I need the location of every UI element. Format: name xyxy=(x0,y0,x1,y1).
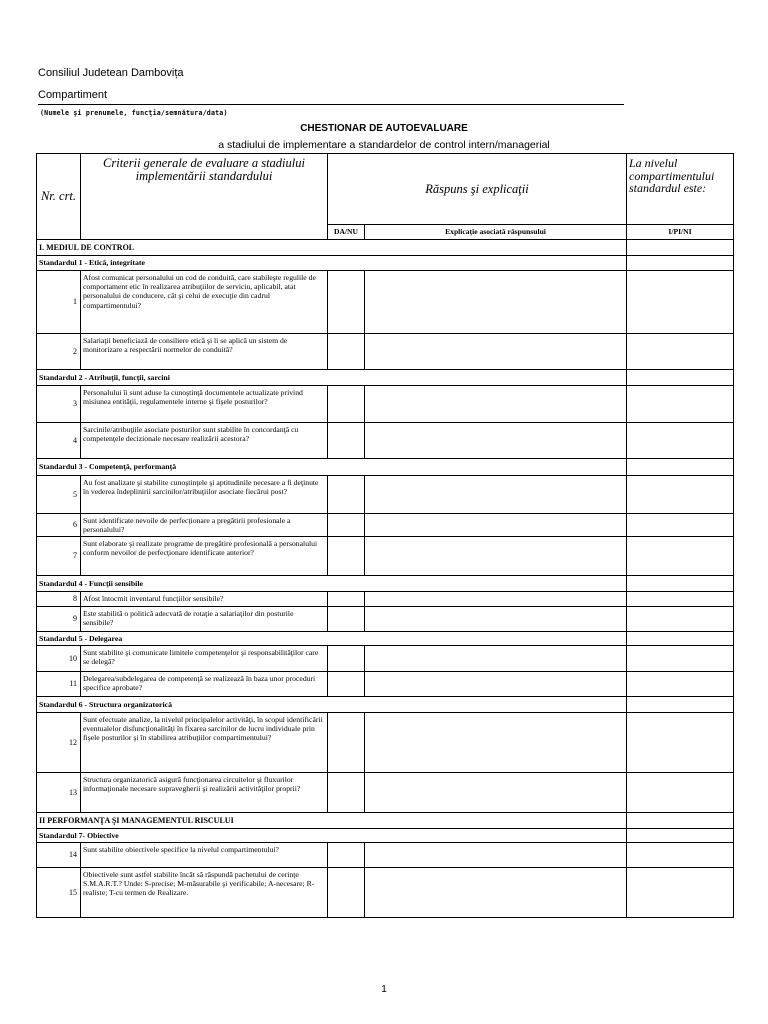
explanation-cell[interactable] xyxy=(365,868,627,918)
explanation-cell[interactable] xyxy=(365,386,627,423)
col-header-answer: Răspuns şi explicaţii xyxy=(328,154,627,225)
compartment-label: Compartiment xyxy=(38,89,108,101)
explanation-cell[interactable] xyxy=(365,773,627,813)
level-cell[interactable] xyxy=(627,868,734,918)
criterion-text: Afost întocmit inventarul funcţiilor sensibile? xyxy=(81,592,328,607)
explanation-cell[interactable] xyxy=(365,592,627,607)
da-nu-cell[interactable] xyxy=(328,514,365,537)
explanation-cell[interactable] xyxy=(365,672,627,697)
table-header-row xyxy=(37,154,734,225)
level-cell[interactable] xyxy=(627,386,734,423)
level-cell[interactable] xyxy=(627,271,734,334)
standard-row xyxy=(37,256,734,271)
level-cell[interactable] xyxy=(627,646,734,672)
col-header-nr: Nr. crt. xyxy=(37,154,81,240)
row-number: 1 xyxy=(37,271,81,334)
standard-row xyxy=(37,576,734,592)
explanation-cell[interactable] xyxy=(365,334,627,370)
signature-line xyxy=(38,104,624,105)
da-nu-cell[interactable] xyxy=(328,672,365,697)
table-row xyxy=(37,537,734,576)
standard-title: Standardul 7- Obiective xyxy=(37,829,627,843)
row-number: 8 xyxy=(37,592,81,607)
explanation-cell[interactable] xyxy=(365,537,627,576)
da-nu-cell[interactable] xyxy=(328,713,365,773)
level-cell[interactable] xyxy=(627,713,734,773)
da-nu-cell[interactable] xyxy=(328,773,365,813)
table-row xyxy=(37,423,734,459)
da-nu-cell[interactable] xyxy=(328,646,365,672)
criterion-text: Afost comunicat personalului un cod de conduită, care stabileşte regulile de comportament etic în realizarea atribuţiilor de serviciu, aplicabil, atat personalului de conducere, cât şi celui de execuţie din cadrul compartimentului? xyxy=(81,271,328,334)
section-title: II PERFORMANŢA ŞI MANAGEMENTUL RISCULUI xyxy=(37,813,627,829)
table-row xyxy=(37,476,734,514)
evaluation-table xyxy=(36,153,734,918)
organization-name: Consiliul Judetean Dambovița xyxy=(38,67,184,79)
table-row xyxy=(37,334,734,370)
level-cell[interactable] xyxy=(627,537,734,576)
criterion-text: Sunt stabilite obiectivele specifice la nivelul compartimentului? xyxy=(81,843,328,868)
row-number: 4 xyxy=(37,423,81,459)
col-header-da-nu: DA/NU xyxy=(328,225,365,240)
criterion-text: Obiectivele sunt astfel stabilite încât să răspundă pachetului de cerinţe S.M.A.R.T.? Unde: S-precise; M-măsurabile şi verificabile; A-necesare; R-realiste; T-cu termen de Realizare. xyxy=(81,868,328,918)
table-row xyxy=(37,386,734,423)
row-number: 14 xyxy=(37,843,81,868)
level-cell[interactable] xyxy=(627,592,734,607)
explanation-cell[interactable] xyxy=(365,271,627,334)
table-row xyxy=(37,773,734,813)
standard-title: Standardul 3 - Competenţă, performanţă xyxy=(37,459,627,476)
row-number: 3 xyxy=(37,386,81,423)
table-row xyxy=(37,607,734,632)
da-nu-cell[interactable] xyxy=(328,476,365,514)
row-number: 13 xyxy=(37,773,81,813)
criterion-text: Structura organizatorică asigură funcţionarea circuitelor şi fluxurilor informaţionale necesare supravegherii şi realizării activităţilor proprii? xyxy=(81,773,328,813)
standard-row xyxy=(37,459,734,476)
criterion-text: Sunt elaborate şi realizate programe de pregătire profesională a personalului conform nevoilor de perfecţionare identificate anterior? xyxy=(81,537,328,576)
level-cell[interactable] xyxy=(627,672,734,697)
explanation-cell[interactable] xyxy=(365,843,627,868)
level-cell[interactable] xyxy=(627,773,734,813)
da-nu-cell[interactable] xyxy=(328,592,365,607)
criterion-text: Sunt identificate nevoile de perfecţionare a pregătirii profesionale a personalului? xyxy=(81,514,328,537)
standard-title: Standardul 4 - Funcţii sensibile xyxy=(37,576,627,592)
table-row xyxy=(37,868,734,918)
criterion-text: Personalului îi sunt aduse la cunoştinţă documentele actualizate privind misiunea entităţii, regulamentele interne şi fişele posturilor? xyxy=(81,386,328,423)
da-nu-cell[interactable] xyxy=(328,423,365,459)
row-number: 10 xyxy=(37,646,81,672)
standard-row xyxy=(37,829,734,843)
table-row xyxy=(37,271,734,334)
level-cell[interactable] xyxy=(627,334,734,370)
row-number: 2 xyxy=(37,334,81,370)
col-header-level: La nivelul compartimentului standardul este: xyxy=(627,154,734,225)
row-number: 7 xyxy=(37,537,81,576)
table-row xyxy=(37,646,734,672)
table-row xyxy=(37,843,734,868)
document-title: CHESTIONAR DE AUTOEVALUARE xyxy=(300,123,468,134)
row-number: 12 xyxy=(37,713,81,773)
document-subtitle: a stadiului de implementare a standardelor de control intern/managerial xyxy=(218,139,550,151)
names-caption: (Numele şi prenumele, funcţia/semnătura/data) xyxy=(40,109,228,117)
table-row xyxy=(37,672,734,697)
col-header-ipi: I/PI/NI xyxy=(627,225,734,240)
table-row xyxy=(37,592,734,607)
table-row xyxy=(37,514,734,537)
da-nu-cell[interactable] xyxy=(328,843,365,868)
level-cell[interactable] xyxy=(627,514,734,537)
criterion-text: Este stabilită o politică adecvată de rotaţie a salariaţilor din posturile sensibile? xyxy=(81,607,328,632)
criterion-text: Delegarea/subdelegarea de competenţă se realizează în baza unor proceduri specifice aprobate? xyxy=(81,672,328,697)
explanation-cell[interactable] xyxy=(365,476,627,514)
col-header-explanation: Explicaţie asociată răspunsului xyxy=(365,225,627,240)
criterion-text: Salariaţii beneficiază de consiliere etică şi li se aplică un sistem de monitorizare a respectării normelor de conduită? xyxy=(81,334,328,370)
standard-title: Standardul 2 - Atribuţii, funcţii, sarcini xyxy=(37,370,627,386)
criterion-text: Sarcinile/atribuţiile asociate posturilor sunt stabilite în concordanţă cu competenţele decizionale necesare realizării acestora? xyxy=(81,423,328,459)
level-cell[interactable] xyxy=(627,476,734,514)
page-number: 1 xyxy=(381,984,387,995)
col-header-criteria: Criterii generale de evaluare a stadiului implementării standardului xyxy=(81,154,328,240)
da-nu-cell[interactable] xyxy=(328,607,365,632)
row-number: 5 xyxy=(37,476,81,514)
level-cell[interactable] xyxy=(627,423,734,459)
criterion-text: Sunt efectuate analize, la nivelul principalelor activităţi, în scopul identificării eventualelor disfuncţionalităţi în fixarea sarcinilor de lucru individuale prin fişele posturilor şi în stabilirea atribuţiilor compartimentului? xyxy=(81,713,328,773)
standard-title: Standardul 1 - Etică, integritate xyxy=(37,256,627,271)
explanation-cell[interactable] xyxy=(365,514,627,537)
explanation-cell[interactable] xyxy=(365,646,627,672)
criterion-text: Sunt stabilite şi comunicate limitele competenţelor şi responsabilităţilor care se delegă? xyxy=(81,646,328,672)
section-title: I. MEDIUL DE CONTROL xyxy=(37,240,627,256)
da-nu-cell[interactable] xyxy=(328,386,365,423)
standard-title: Standardul 5 - Delegarea xyxy=(37,632,627,646)
row-number: 11 xyxy=(37,672,81,697)
da-nu-cell[interactable] xyxy=(328,334,365,370)
level-cell[interactable] xyxy=(627,607,734,632)
explanation-cell[interactable] xyxy=(365,713,627,773)
standard-row xyxy=(37,697,734,713)
section-row xyxy=(37,240,734,256)
explanation-cell[interactable] xyxy=(365,607,627,632)
standard-row xyxy=(37,370,734,386)
da-nu-cell[interactable] xyxy=(328,271,365,334)
row-number: 15 xyxy=(37,868,81,918)
explanation-cell[interactable] xyxy=(365,423,627,459)
row-number: 9 xyxy=(37,607,81,632)
row-number: 6 xyxy=(37,514,81,537)
da-nu-cell[interactable] xyxy=(328,868,365,918)
standard-title: Standardul 6 - Structura organizatorică xyxy=(37,697,627,713)
section-row xyxy=(37,813,734,829)
standard-row xyxy=(37,632,734,646)
level-cell[interactable] xyxy=(627,843,734,868)
criterion-text: Au fost analizate şi stabilite cunoştinţele şi aptitudinile necesare a fi deţinute în vederea îndeplinirii sarcinilor/atribuţiilor asociate fiecărui post? xyxy=(81,476,328,514)
da-nu-cell[interactable] xyxy=(328,537,365,576)
table-row xyxy=(37,713,734,773)
